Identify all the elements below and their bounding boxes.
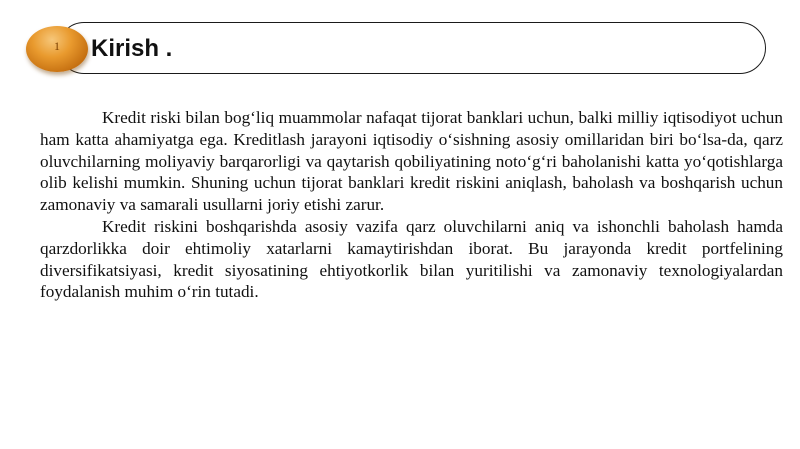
paragraph: Kredit riski bilan bog‘liq muammolar nafaqat tijorat banklari uchun, balki milliy iqtisodiyot uchun ham katta ahamiyatga ega. Kreditlash jarayoni iqtisodiy o‘sishning asosiy omillaridan biri bo‘lsa-da, qarz oluvchilarning moliyaviy barqarorligi va qaytarish qobiliyatining noto‘g‘ri baholanishi katta yo‘qotishlarga olib kelishi mumkin. Shuning uchun tijorat banklari kredit riskini aniqlash, baholash va boshqarish uchun zamonaviy va samarali usullarni joriy etishi zarur.: [40, 108, 783, 215]
paragraph: Kredit riskini boshqarishda asosiy vazifa qarz oluvchilarni aniq va ishonchli baholash hamda qarzdorlikka doir ehtimoliy xatarlarni kamaytirishdan iborat. Bu jarayonda kredit portfelining diversifikatsiyasi, kredit siyosatining ehtiyotkorlik bilan yuritilishi va zamonaviy texnologiyalardan foydalanish muhim o‘rin tutadi.: [40, 216, 783, 302]
slide-number-bullet-icon: [26, 26, 88, 72]
slide-title: Kirish .: [91, 35, 173, 62]
slide-body: [40, 107, 783, 303]
slide-number: 1: [54, 39, 60, 53]
